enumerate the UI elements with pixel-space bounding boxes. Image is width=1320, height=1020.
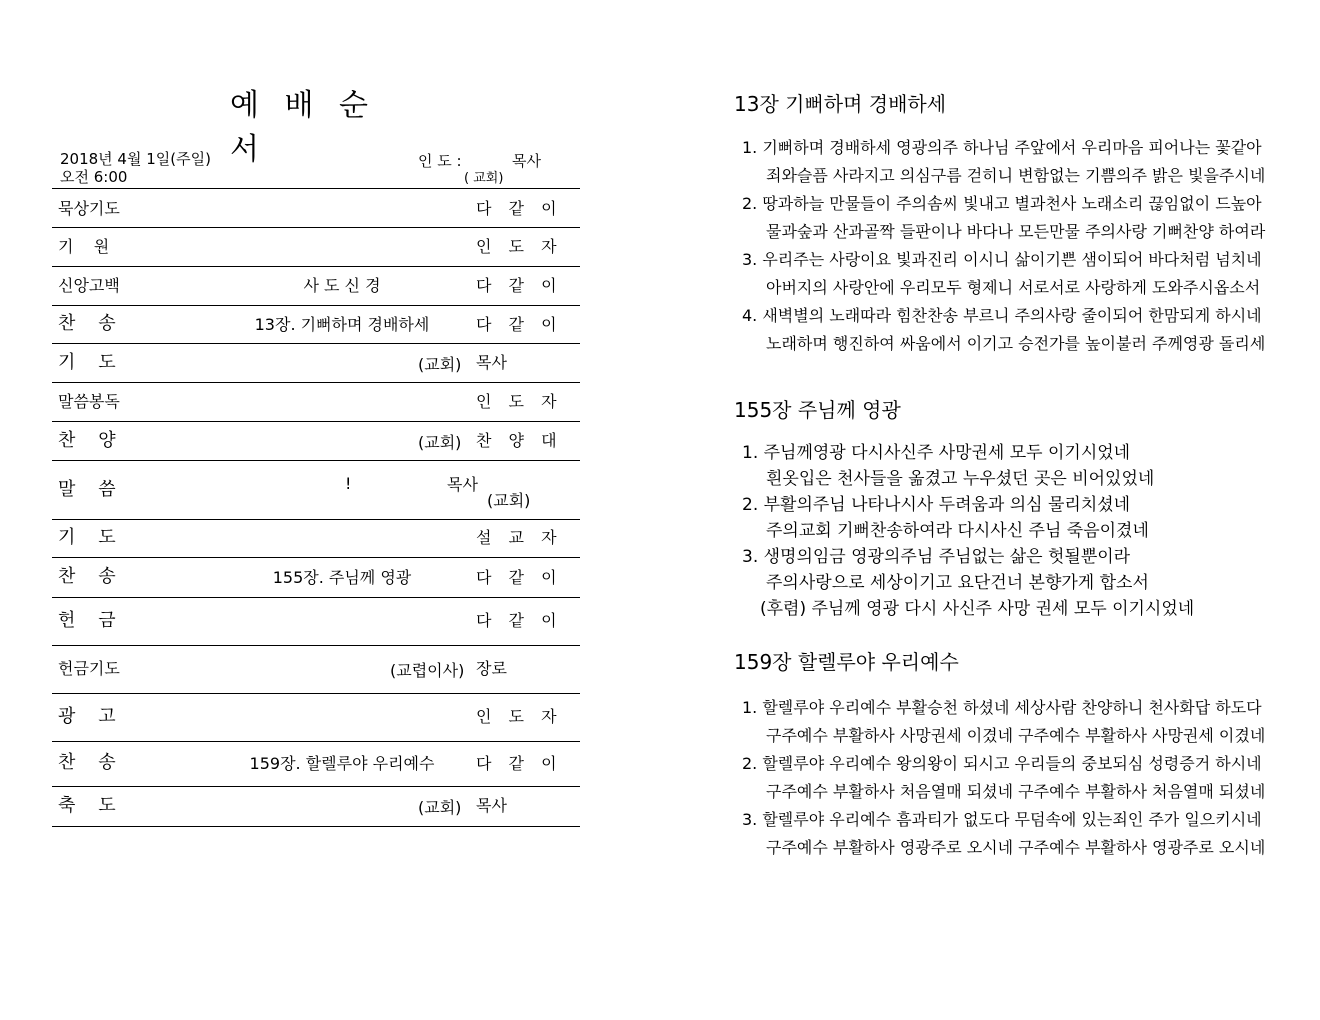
lyric-line: 흰옷입은 천사들을 옮겼고 누우셨던 곳은 비어있었네 <box>766 469 1155 489</box>
row-name: 찬 송 <box>58 566 116 587</box>
lyric-line: 2. 할렐루야 우리예수 왕의왕이 되시고 우리들의 중보되심 성령증거 하시네 <box>742 754 1262 773</box>
order-row <box>52 460 580 519</box>
row-name: 찬 송 <box>58 313 116 334</box>
order-row <box>52 421 580 460</box>
hymn-title: 13장 기뻐하며 경배하세 <box>734 92 947 116</box>
row-name: 헌 금 <box>58 610 116 631</box>
row-name: 찬 송 <box>58 752 116 773</box>
service-time: 오전 6:00 <box>60 168 128 186</box>
row-name: 신앙고백 <box>58 276 120 295</box>
lyric-line: 주의교회 기뻐찬송하여라 다시사신 주님 죽음이겼네 <box>766 521 1149 541</box>
row-leader: 설 교 자 <box>476 528 563 547</box>
order-row <box>52 519 580 557</box>
row-name: 말 씀 <box>58 479 116 500</box>
row-leader: 목사 <box>476 796 507 815</box>
row-leader: 찬 양 대 <box>476 431 563 450</box>
row-leader: 목사 <box>447 475 478 494</box>
row-church: (교회) <box>418 798 462 817</box>
row-name: 묵상기도 <box>58 199 120 218</box>
order-row <box>52 266 580 305</box>
row-church: (교회) <box>487 491 531 510</box>
row-leader: 목사 <box>476 353 507 372</box>
lyric-line: 구주예수 부활하사 사망권세 이겼네 구주예수 부활하사 사망권세 이겼네 <box>766 726 1266 745</box>
row-name: 말씀봉독 <box>58 392 120 411</box>
lead-church: ( 교회) <box>464 171 504 186</box>
hymn-title: 155장 주님께 영광 <box>734 398 901 422</box>
hymn-lyrics <box>742 694 1265 862</box>
row-leader: 다 같 이 <box>476 315 563 334</box>
order-row <box>52 227 580 266</box>
row-leader: 다 같 이 <box>476 754 563 773</box>
row-leader: 인 도 자 <box>476 707 563 726</box>
row-content: 13장. 기뻐하며 경배하세 <box>254 315 430 334</box>
lyric-line: 1. 주님께영광 다시사신주 사망권세 모두 이기시었네 <box>742 443 1131 463</box>
service-date: 2018년 4월 1일(주일) <box>60 150 211 168</box>
lyric-line: 1. 기뻐하며 경배하세 영광의주 하나님 주앞에서 우리마음 피어나는 꽃같아 <box>742 138 1262 157</box>
order-row <box>52 557 580 597</box>
lyric-line: 죄와슬픔 사라지고 의심구름 걷히니 변함없는 기쁨의주 밝은 빛을주시네 <box>766 166 1266 185</box>
lyric-line: (후렴) 주님께 영광 다시 사신주 사망 권세 모두 이기시었네 <box>760 599 1195 619</box>
row-content: 159장. 할렐루야 우리예수 <box>249 754 435 773</box>
hymn-title: 159장 할렐루야 우리예수 <box>734 650 959 674</box>
row-name: 기 도 <box>58 352 116 373</box>
row-name: 축 도 <box>58 795 116 816</box>
lyric-line: 물과숲과 산과골짝 들판이나 바다나 모든만물 주의사랑 기뻐찬양 하여라 <box>766 222 1266 241</box>
row-church: (교회) <box>418 355 462 374</box>
row-name: 헌금기도 <box>58 659 120 678</box>
lyric-line: 구주예수 부활하사 처음열매 되셨네 구주예수 부활하사 처음열매 되셨네 <box>766 782 1266 801</box>
lyric-line: 아버지의 사랑안에 우리모두 형제니 서로서로 사랑하게 도와주시옵소서 <box>766 278 1261 297</box>
lyric-line: 주의사랑으로 세상이기고 요단건너 본향가게 합소서 <box>766 573 1149 593</box>
lyric-line: 2. 땅과하늘 만물들이 주의솜씨 빛내고 별과천사 노래소리 끊임없이 드높아 <box>742 194 1262 213</box>
hymn-lyrics <box>742 440 1194 622</box>
order-title: 예 배 순 서 <box>230 88 377 167</box>
hymn-lyrics <box>742 134 1265 358</box>
lyric-line: 3. 생명의임금 영광의주님 주님없는 삶은 헛될뿐이라 <box>742 547 1131 567</box>
row-leader: 다 같 이 <box>476 611 563 630</box>
row-church: (교렵이사) <box>390 661 465 680</box>
lyric-line: 2. 부활의주님 나타나시사 두려움과 의심 물리치셨네 <box>742 495 1131 515</box>
row-content: 사 도 신 경 <box>303 276 381 295</box>
lead-label: 인 도 : <box>418 152 462 170</box>
lyric-line: 1. 할렐루야 우리예수 부활승천 하셨네 세상사람 찬양하니 천사화답 하도다 <box>742 698 1262 717</box>
order-row <box>52 343 580 382</box>
row-name: 기 도 <box>58 527 116 548</box>
lyric-line: 3. 우리주는 사랑이요 빛과진리 이시니 삶이기쁜 샘이되어 바다처럼 넘치네 <box>742 250 1262 269</box>
order-row <box>52 741 580 786</box>
order-row <box>52 645 580 693</box>
row-content: 155장. 주님께 영광 <box>272 568 412 587</box>
order-row <box>52 597 580 645</box>
lyric-line: 4. 새벽별의 노래따라 힘찬찬송 부르니 주의사랑 줄이되어 한맘되게 하시네 <box>742 306 1262 325</box>
row-leader: 다 같 이 <box>476 568 563 587</box>
row-church: (교회) <box>418 433 462 452</box>
row-leader: 다 같 이 <box>476 199 563 218</box>
lead-title: 목사 <box>512 152 541 170</box>
lyric-line: 3. 할렐루야 우리예수 흠과티가 없도다 무덤속에 있는죄인 주가 일으키시네 <box>742 810 1262 829</box>
sermon-title: ! <box>345 474 352 493</box>
order-row <box>52 786 580 827</box>
order-row <box>52 305 580 343</box>
row-name: 광 고 <box>58 706 116 727</box>
row-leader: 다 같 이 <box>476 276 563 295</box>
row-name: 기 원 <box>58 237 110 256</box>
row-leader: 인 도 자 <box>476 237 563 256</box>
order-table <box>52 188 580 827</box>
order-row <box>52 382 580 421</box>
order-row <box>52 693 580 741</box>
row-leader: 장로 <box>476 659 507 678</box>
row-leader: 인 도 자 <box>476 392 563 411</box>
order-row <box>52 188 580 227</box>
row-name: 찬 양 <box>58 430 116 451</box>
lyric-line: 구주예수 부활하사 영광주로 오시네 구주예수 부활하사 영광주로 오시네 <box>766 838 1266 857</box>
lyric-line: 노래하며 행진하여 싸움에서 이기고 승전가를 높이불러 주께영광 돌리세 <box>766 334 1266 353</box>
